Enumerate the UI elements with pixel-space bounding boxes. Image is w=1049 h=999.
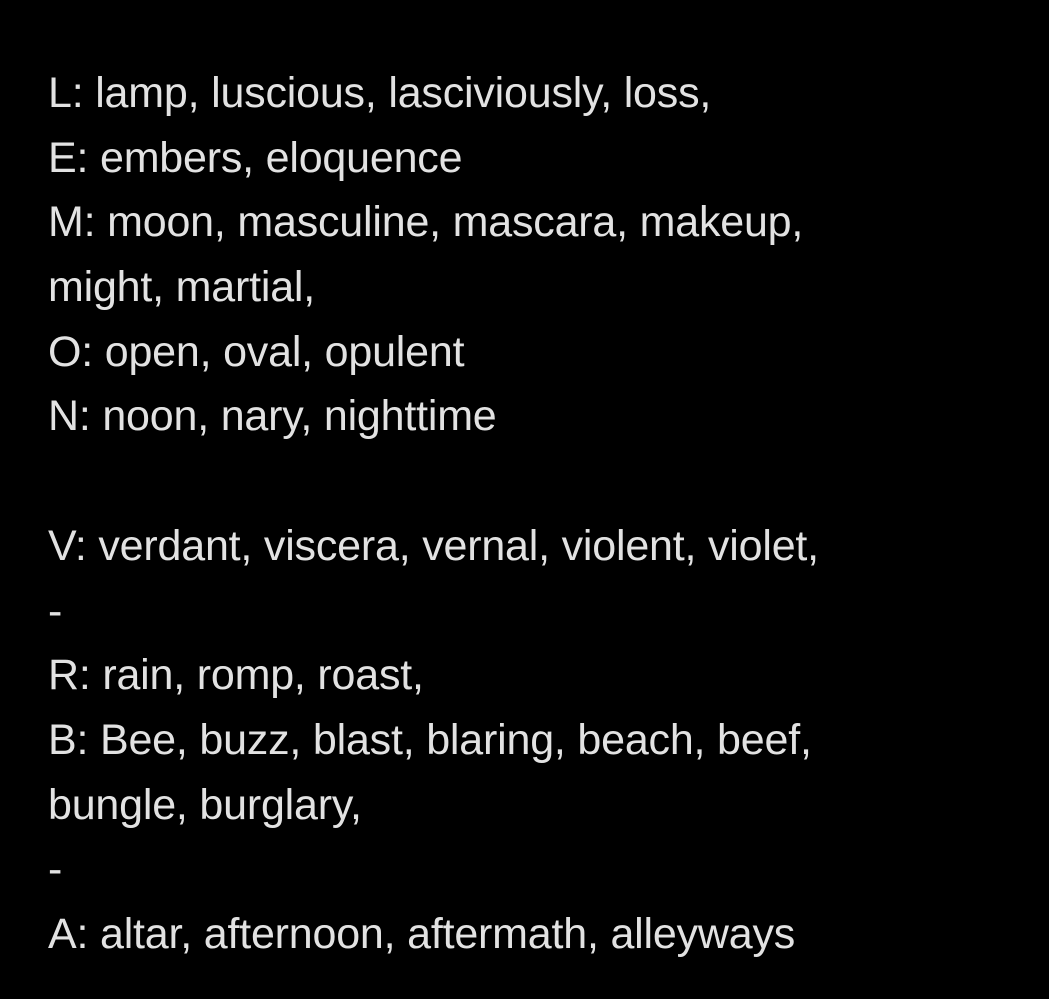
note-line-m: M: moon, masculine, mascara, makeup, [48, 198, 804, 247]
note-line-a: A: altar, afternoon, aftermath, alleyways [48, 909, 796, 958]
note-line-l: L: lamp, luscious, lasciviously, loss, [48, 69, 712, 117]
note-line-e: E: embers, eloquence [48, 133, 463, 182]
note-line-n: N: noon, nary, nighttime [48, 392, 497, 441]
note-separator-1: - [48, 586, 63, 635]
note-separator-2: - [48, 845, 63, 894]
note-line-v: V: verdant, viscera, vernal, violent, violet, [48, 521, 819, 570]
note-line-r: R: rain, romp, roast, [48, 651, 424, 700]
note-blank-line [48, 449, 1008, 514]
note-line-m-continued: might, martial, [48, 263, 316, 312]
note-line-b: B: Bee, buzz, blast, blaring, beach, beef, [48, 715, 812, 764]
note-line-o: O: open, oval, opulent [48, 327, 465, 376]
note-text-body[interactable] [48, 61, 1008, 967]
note-line-b-continued: bungle, burglary, [48, 780, 362, 829]
